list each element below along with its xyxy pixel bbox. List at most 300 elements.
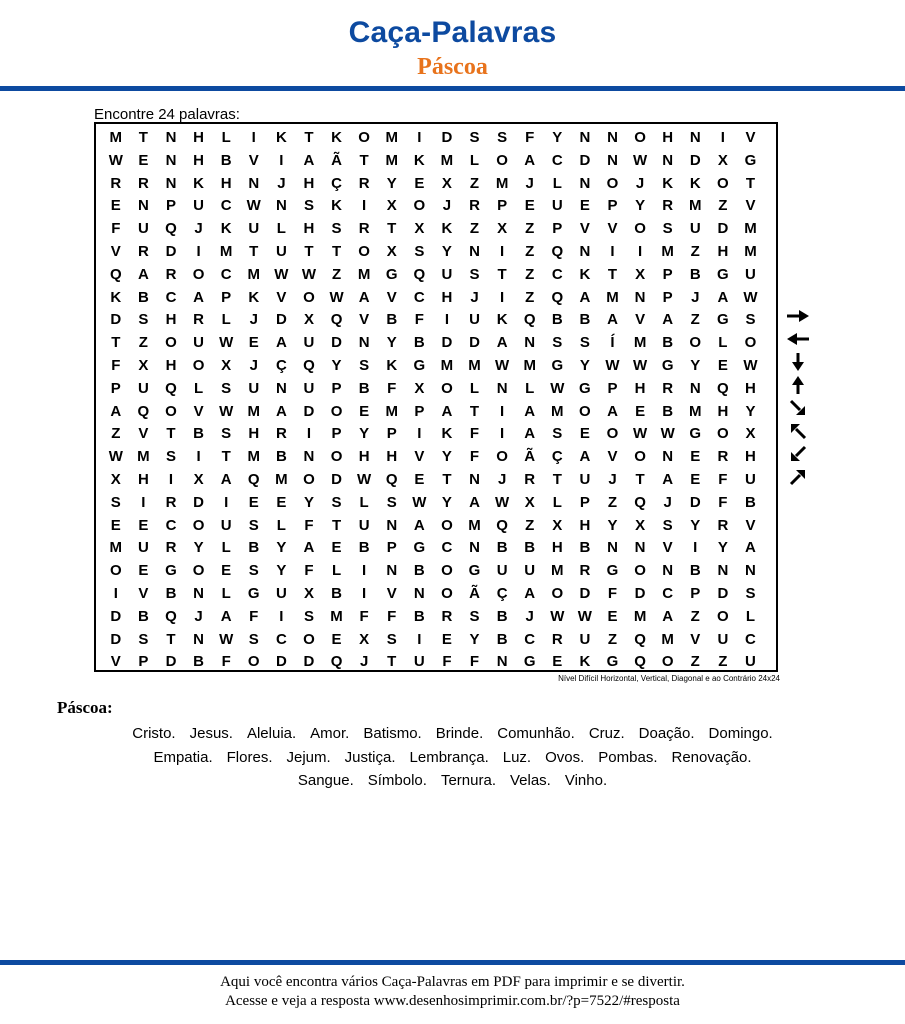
grid-cell[interactable]: C — [220, 197, 232, 215]
grid-cell[interactable]: V — [110, 653, 121, 671]
grid-cell[interactable]: O — [192, 562, 205, 580]
word-search-grid[interactable] — [94, 122, 778, 672]
grid-cell[interactable]: D — [275, 311, 287, 329]
grid-cell[interactable]: F — [111, 220, 121, 238]
grid-cell[interactable]: N — [634, 539, 646, 557]
grid-cell[interactable]: P — [497, 197, 508, 215]
grid-cell[interactable]: S — [662, 516, 673, 534]
grid-cell[interactable]: P — [221, 288, 232, 306]
grid-cell[interactable]: Q — [551, 288, 564, 306]
grid-cell[interactable]: F — [718, 493, 728, 511]
grid-cell[interactable]: K — [689, 174, 701, 192]
grid-cell[interactable]: B — [689, 265, 701, 283]
grid-cell[interactable]: M — [468, 516, 481, 534]
grid-cell[interactable]: I — [279, 607, 284, 625]
grid-cell[interactable]: Z — [607, 630, 618, 648]
grid-cell[interactable]: X — [110, 470, 121, 488]
grid-cell[interactable]: B — [413, 334, 425, 352]
grid-cell[interactable]: B — [165, 584, 177, 602]
grid-cell[interactable]: I — [168, 470, 174, 488]
grid-cell[interactable]: U — [193, 197, 204, 215]
grid-cell[interactable]: E — [441, 630, 452, 648]
grid-cell[interactable]: S — [248, 630, 259, 648]
grid-cell[interactable]: M — [744, 242, 757, 260]
grid-cell[interactable]: N — [689, 379, 701, 397]
grid-cell[interactable]: F — [718, 470, 728, 488]
grid-cell[interactable]: E — [221, 562, 232, 580]
grid-cell[interactable]: O — [192, 516, 205, 534]
grid-cell[interactable]: L — [359, 493, 369, 511]
grid-cell[interactable]: O — [606, 425, 619, 443]
grid-cell[interactable]: H — [441, 288, 453, 306]
grid-cell[interactable]: B — [248, 539, 260, 557]
grid-cell[interactable]: R — [579, 562, 591, 580]
grid-cell[interactable]: M — [689, 402, 702, 420]
grid-cell[interactable]: M — [137, 448, 150, 466]
grid-cell[interactable]: U — [358, 516, 370, 534]
grid-cell[interactable]: B — [579, 311, 591, 329]
grid-cell[interactable]: O — [717, 607, 729, 625]
grid-cell[interactable]: F — [304, 562, 314, 580]
grid-cell[interactable]: K — [386, 356, 398, 374]
grid-cell[interactable]: P — [331, 425, 342, 443]
grid-cell[interactable]: N — [717, 562, 729, 580]
grid-cell[interactable]: M — [440, 356, 454, 374]
grid-cell[interactable]: T — [387, 653, 397, 671]
grid-cell[interactable]: U — [524, 562, 536, 580]
grid-cell[interactable]: D — [441, 129, 453, 146]
grid-cell[interactable]: R — [165, 265, 177, 283]
grid-cell[interactable]: K — [441, 425, 453, 443]
grid-cell[interactable]: H — [358, 448, 370, 466]
grid-cell[interactable]: Y — [552, 129, 563, 146]
grid-cell[interactable]: N — [662, 151, 674, 169]
grid-cell[interactable]: C — [745, 630, 756, 648]
grid-cell[interactable]: A — [524, 584, 536, 602]
grid-cell[interactable]: F — [387, 607, 397, 625]
grid-cell[interactable]: K — [193, 174, 204, 192]
grid-cell[interactable]: O — [744, 334, 757, 352]
grid-cell[interactable]: D — [441, 334, 453, 352]
grid-cell[interactable]: U — [745, 653, 756, 671]
grid-cell[interactable]: O — [689, 334, 702, 352]
grid-cell[interactable]: M — [330, 607, 343, 625]
grid-cell[interactable]: U — [303, 379, 315, 397]
grid-cell[interactable]: H — [303, 174, 315, 192]
grid-cell[interactable]: Ç — [496, 584, 508, 602]
grid-cell[interactable]: X — [221, 356, 232, 374]
grid-cell[interactable]: Q — [330, 653, 343, 671]
grid-cell[interactable]: D — [110, 311, 122, 329]
grid-cell[interactable]: O — [579, 402, 591, 420]
grid-cell[interactable]: N — [607, 151, 618, 169]
grid-cell[interactable]: A — [275, 402, 287, 420]
grid-cell[interactable]: F — [304, 516, 314, 534]
grid-cell[interactable]: F — [469, 425, 480, 443]
grid-cell[interactable]: D — [634, 584, 646, 602]
grid-cell[interactable]: U — [413, 653, 425, 671]
grid-cell[interactable]: I — [417, 630, 422, 648]
grid-cell[interactable]: J — [277, 174, 286, 192]
grid-cell[interactable]: S — [138, 630, 149, 648]
grid-cell[interactable]: F — [607, 584, 618, 602]
grid-cell[interactable]: Y — [359, 425, 370, 443]
grid-cell[interactable]: O — [358, 129, 370, 146]
grid-cell[interactable]: B — [193, 653, 204, 671]
grid-cell[interactable]: A — [220, 470, 232, 488]
grid-cell[interactable]: Y — [690, 356, 701, 374]
grid-cell[interactable]: J — [194, 607, 203, 625]
grid-cell[interactable]: D — [689, 151, 701, 169]
grid-cell[interactable]: M — [357, 265, 371, 283]
grid-cell[interactable]: A — [137, 265, 149, 283]
grid-cell[interactable]: I — [417, 425, 422, 443]
grid-cell[interactable]: N — [193, 584, 204, 602]
grid-cell[interactable]: X — [745, 425, 756, 443]
grid-cell[interactable]: A — [662, 311, 674, 329]
grid-cell[interactable]: H — [745, 448, 756, 466]
grid-cell[interactable]: Ã — [331, 151, 342, 169]
grid-cell[interactable]: U — [745, 470, 756, 488]
grid-cell[interactable]: E — [276, 493, 287, 511]
grid-cell[interactable]: D — [110, 607, 122, 625]
grid-cell[interactable]: R — [165, 493, 177, 511]
grid-cell[interactable]: S — [414, 242, 425, 260]
grid-cell[interactable]: A — [524, 425, 536, 443]
grid-cell[interactable]: S — [221, 379, 232, 397]
grid-cell[interactable]: A — [220, 607, 232, 625]
grid-cell[interactable]: W — [660, 425, 675, 443]
grid-cell[interactable]: E — [579, 425, 590, 443]
grid-cell[interactable]: A — [607, 402, 618, 420]
grid-cell[interactable]: T — [497, 265, 507, 283]
grid-cell[interactable]: E — [690, 470, 701, 488]
grid-cell[interactable]: Y — [441, 448, 452, 466]
grid-cell[interactable]: W — [274, 265, 289, 283]
grid-cell[interactable]: P — [138, 653, 149, 671]
grid-cell[interactable]: M — [109, 129, 123, 146]
grid-cell[interactable]: O — [441, 562, 453, 580]
grid-cell[interactable]: O — [303, 288, 315, 306]
grid-cell[interactable]: D — [193, 493, 204, 511]
grid-cell[interactable]: O — [634, 220, 646, 238]
grid-cell[interactable]: T — [552, 470, 562, 488]
grid-cell[interactable]: I — [637, 242, 643, 260]
grid-cell[interactable]: A — [441, 402, 453, 420]
grid-cell[interactable]: A — [607, 311, 618, 329]
grid-cell[interactable]: P — [607, 197, 618, 215]
grid-cell[interactable]: T — [304, 129, 314, 146]
grid-cell[interactable]: E — [524, 197, 535, 215]
grid-cell[interactable]: Q — [523, 311, 536, 329]
grid-cell[interactable]: J — [663, 493, 672, 511]
grid-cell[interactable]: U — [303, 334, 315, 352]
grid-cell[interactable]: C — [413, 288, 425, 306]
grid-cell[interactable]: Q — [634, 653, 646, 671]
grid-cell[interactable]: V — [635, 311, 646, 329]
grid-cell[interactable]: N — [524, 334, 536, 352]
grid-cell[interactable]: N — [303, 448, 315, 466]
grid-cell[interactable]: B — [496, 630, 508, 648]
grid-cell[interactable]: T — [331, 242, 342, 260]
grid-cell[interactable]: V — [386, 584, 397, 602]
grid-cell[interactable]: G — [551, 356, 564, 374]
grid-cell[interactable]: J — [470, 288, 479, 306]
grid-cell[interactable]: K — [496, 311, 508, 329]
grid-cell[interactable]: L — [221, 584, 231, 602]
grid-cell[interactable]: X — [717, 151, 728, 169]
grid-cell[interactable]: Q — [165, 607, 177, 625]
grid-cell[interactable]: R — [717, 448, 729, 466]
grid-cell[interactable]: U — [220, 516, 232, 534]
grid-cell[interactable]: W — [632, 151, 648, 169]
grid-cell[interactable]: D — [303, 653, 315, 671]
grid-cell[interactable]: O — [496, 151, 508, 169]
grid-cell[interactable]: K — [220, 220, 232, 238]
grid-cell[interactable]: U — [275, 584, 287, 602]
grid-cell[interactable]: E — [579, 197, 590, 215]
grid-cell[interactable]: C — [524, 630, 536, 648]
grid-cell[interactable]: V — [745, 516, 756, 534]
grid-cell[interactable]: N — [165, 174, 177, 192]
grid-cell[interactable]: U — [275, 242, 287, 260]
grid-cell[interactable]: X — [441, 174, 452, 192]
grid-cell[interactable]: J — [497, 470, 507, 488]
grid-cell[interactable]: S — [469, 129, 480, 146]
grid-cell[interactable]: I — [610, 242, 615, 260]
grid-cell[interactable]: S — [386, 630, 397, 648]
grid-cell[interactable]: W — [632, 425, 648, 443]
grid-cell[interactable]: K — [579, 653, 591, 671]
grid-cell[interactable]: T — [331, 516, 342, 534]
grid-cell[interactable]: W — [577, 607, 592, 625]
grid-cell[interactable]: L — [276, 220, 286, 238]
grid-cell[interactable]: S — [359, 356, 370, 374]
grid-cell[interactable]: P — [414, 402, 425, 420]
grid-cell[interactable]: U — [441, 265, 453, 283]
grid-cell[interactable]: B — [220, 151, 232, 169]
grid-cell[interactable]: B — [689, 562, 701, 580]
grid-cell[interactable]: Y — [193, 539, 204, 557]
grid-cell[interactable]: H — [634, 379, 646, 397]
grid-cell[interactable]: A — [275, 334, 287, 352]
grid-cell[interactable]: D — [165, 653, 177, 671]
grid-cell[interactable]: C — [165, 288, 177, 306]
grid-cell[interactable]: M — [247, 265, 261, 283]
grid-cell[interactable]: U — [137, 379, 149, 397]
grid-cell[interactable]: M — [385, 129, 398, 146]
grid-cell[interactable]: T — [745, 174, 756, 192]
grid-cell[interactable]: N — [607, 129, 618, 146]
grid-cell[interactable]: T — [607, 265, 618, 283]
grid-cell[interactable]: O — [358, 242, 370, 260]
grid-cell[interactable]: W — [219, 334, 234, 352]
grid-cell[interactable]: C — [662, 584, 674, 602]
grid-cell[interactable]: E — [110, 197, 121, 215]
grid-cell[interactable]: S — [331, 220, 342, 238]
grid-cell[interactable]: J — [249, 311, 258, 329]
grid-cell[interactable]: U — [745, 265, 756, 283]
grid-cell[interactable]: W — [743, 356, 758, 374]
grid-cell[interactable]: P — [165, 197, 176, 215]
grid-cell[interactable]: S — [110, 493, 121, 511]
grid-cell[interactable]: X — [552, 516, 563, 534]
grid-cell[interactable]: N — [386, 516, 398, 534]
grid-cell[interactable]: K — [248, 288, 260, 306]
grid-cell[interactable]: M — [633, 607, 647, 625]
grid-cell[interactable]: I — [141, 493, 146, 511]
grid-cell[interactable]: H — [551, 539, 563, 557]
grid-cell[interactable]: M — [495, 174, 509, 192]
grid-cell[interactable]: A — [524, 151, 536, 169]
grid-cell[interactable]: M — [219, 242, 233, 260]
grid-cell[interactable]: K — [275, 129, 287, 146]
grid-cell[interactable]: N — [607, 539, 618, 557]
grid-cell[interactable]: V — [579, 220, 590, 238]
grid-cell[interactable]: W — [108, 151, 123, 169]
grid-cell[interactable]: H — [303, 220, 315, 238]
grid-cell[interactable]: B — [137, 288, 149, 306]
grid-cell[interactable]: X — [635, 265, 646, 283]
grid-cell[interactable]: Y — [579, 356, 590, 374]
grid-cell[interactable]: N — [579, 129, 591, 146]
grid-cell[interactable]: Q — [137, 402, 150, 420]
grid-cell[interactable]: D — [579, 584, 591, 602]
grid-cell[interactable]: E — [717, 356, 728, 374]
grid-cell[interactable]: P — [662, 288, 673, 306]
grid-cell[interactable]: A — [579, 448, 591, 466]
grid-cell[interactable]: N — [165, 151, 177, 169]
grid-cell[interactable]: X — [303, 584, 314, 602]
grid-cell[interactable]: E — [138, 151, 149, 169]
grid-cell[interactable]: T — [166, 630, 176, 648]
grid-cell[interactable]: Y — [441, 493, 452, 511]
grid-cell[interactable]: U — [579, 470, 591, 488]
grid-cell[interactable]: Q — [165, 220, 177, 238]
grid-cell[interactable]: M — [468, 356, 481, 374]
grid-cell[interactable]: D — [303, 402, 315, 420]
grid-cell[interactable]: K — [110, 288, 122, 306]
grid-cell[interactable]: G — [606, 562, 619, 580]
grid-cell[interactable]: S — [497, 129, 508, 146]
grid-cell[interactable]: N — [662, 562, 674, 580]
grid-cell[interactable]: G — [579, 379, 591, 397]
grid-cell[interactable]: G — [717, 265, 729, 283]
grid-cell[interactable]: E — [414, 470, 425, 488]
grid-cell[interactable]: B — [551, 311, 563, 329]
grid-cell[interactable]: H — [220, 174, 232, 192]
grid-cell[interactable]: W — [219, 402, 234, 420]
grid-cell[interactable]: Y — [745, 402, 756, 420]
grid-cell[interactable]: Z — [525, 220, 535, 238]
grid-cell[interactable]: S — [248, 516, 259, 534]
grid-cell[interactable]: U — [193, 334, 204, 352]
grid-cell[interactable]: O — [303, 630, 315, 648]
grid-cell[interactable]: S — [138, 311, 149, 329]
grid-cell[interactable]: I — [500, 288, 505, 306]
grid-cell[interactable]: I — [279, 151, 284, 169]
grid-cell[interactable]: O — [413, 197, 426, 215]
grid-cell[interactable]: D — [717, 584, 729, 602]
grid-cell[interactable]: J — [691, 288, 700, 306]
grid-cell[interactable]: Y — [607, 516, 618, 534]
grid-cell[interactable]: Q — [330, 311, 343, 329]
grid-cell[interactable]: H — [717, 402, 729, 420]
grid-cell[interactable]: V — [607, 448, 618, 466]
grid-cell[interactable]: C — [275, 630, 287, 648]
grid-cell[interactable]: V — [248, 151, 259, 169]
grid-cell[interactable]: V — [662, 539, 673, 557]
grid-cell[interactable]: A — [745, 539, 756, 557]
grid-cell[interactable]: A — [717, 288, 729, 306]
grid-cell[interactable]: L — [552, 493, 562, 511]
grid-cell[interactable]: F — [525, 129, 535, 146]
grid-cell[interactable]: E — [331, 539, 342, 557]
grid-cell[interactable]: J — [194, 220, 203, 238]
grid-cell[interactable]: H — [717, 242, 729, 260]
grid-cell[interactable]: W — [632, 356, 648, 374]
grid-cell[interactable]: L — [718, 334, 728, 352]
grid-cell[interactable]: O — [109, 562, 122, 580]
grid-cell[interactable]: Y — [303, 493, 314, 511]
grid-cell[interactable]: U — [689, 220, 701, 238]
grid-cell[interactable]: X — [386, 197, 397, 215]
grid-cell[interactable]: Z — [690, 607, 700, 625]
grid-cell[interactable]: I — [362, 584, 367, 602]
grid-cell[interactable]: G — [744, 151, 757, 169]
grid-cell[interactable]: Y — [441, 242, 452, 260]
grid-cell[interactable]: N — [137, 197, 149, 215]
grid-cell[interactable]: C — [551, 265, 563, 283]
grid-cell[interactable]: X — [497, 220, 508, 238]
grid-cell[interactable]: M — [606, 288, 619, 306]
grid-cell[interactable]: J — [442, 197, 452, 215]
grid-cell[interactable]: Y — [635, 197, 646, 215]
grid-cell[interactable]: S — [303, 197, 314, 215]
grid-cell[interactable]: J — [525, 174, 534, 192]
grid-cell[interactable]: S — [165, 448, 176, 466]
grid-cell[interactable]: L — [331, 562, 342, 580]
grid-cell[interactable]: K — [662, 174, 674, 192]
grid-cell[interactable]: W — [550, 607, 565, 625]
grid-cell[interactable]: H — [193, 129, 204, 146]
grid-cell[interactable]: P — [607, 379, 618, 397]
grid-cell[interactable]: B — [662, 334, 674, 352]
grid-cell[interactable]: I — [306, 425, 312, 443]
grid-cell[interactable]: L — [276, 516, 286, 534]
grid-cell[interactable]: W — [495, 356, 510, 374]
grid-cell[interactable]: M — [551, 562, 564, 580]
grid-cell[interactable]: L — [221, 311, 231, 329]
grid-cell[interactable]: D — [275, 653, 287, 671]
grid-cell[interactable]: A — [303, 151, 315, 169]
grid-cell[interactable]: U — [248, 220, 260, 238]
grid-cell[interactable]: X — [635, 516, 646, 534]
grid-cell[interactable]: M — [661, 242, 674, 260]
grid-cell[interactable]: E — [635, 402, 646, 420]
grid-cell[interactable]: A — [579, 288, 591, 306]
grid-cell[interactable]: Z — [331, 265, 342, 283]
grid-cell[interactable]: R — [358, 220, 370, 238]
grid-cell[interactable]: O — [661, 653, 674, 671]
grid-cell[interactable]: I — [251, 129, 256, 146]
grid-cell[interactable]: V — [607, 220, 618, 238]
grid-cell[interactable]: I — [500, 242, 505, 260]
grid-cell[interactable]: W — [329, 288, 344, 306]
grid-cell[interactable]: F — [221, 653, 231, 671]
grid-cell[interactable]: S — [662, 220, 673, 238]
grid-cell[interactable]: B — [524, 539, 536, 557]
